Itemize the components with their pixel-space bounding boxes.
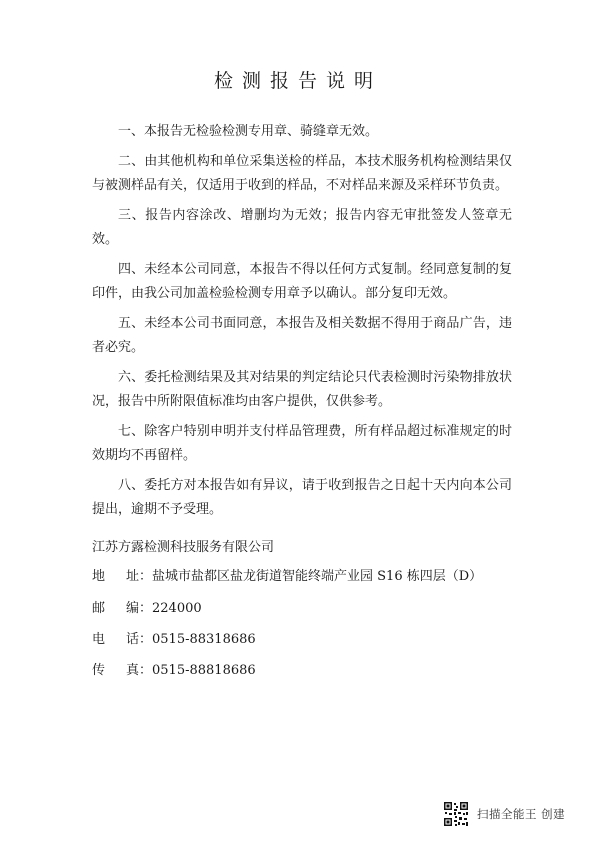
clause-item: 三、报告内容涂改、增删均为无效；报告内容无审批签发人签章无效。 xyxy=(92,208,512,247)
postcode-value: 224000 xyxy=(152,601,202,616)
postcode-label-second: 编： xyxy=(126,601,153,616)
scanner-watermark xyxy=(443,800,565,828)
fax-label-second: 真： xyxy=(126,663,153,678)
watermark-text: 扫描全能王 创建 xyxy=(477,807,566,821)
address-row xyxy=(92,565,532,584)
company-name: 江苏方露检测科技服务有限公司 xyxy=(92,540,275,555)
telephone-value: 0515-88318686 xyxy=(152,632,256,647)
clause-item: 八、委托方对本报告如有异议，请于收到报告之日起十天内向本公司提出，逾期不予受理。 xyxy=(92,478,512,517)
clause-item: 七、除客户特别申明并支付样品管理费，所有样品超过标准规定的时效期均不再留样。 xyxy=(92,424,512,463)
address-label-first: 地 xyxy=(92,569,106,584)
qr-code-icon xyxy=(443,801,469,827)
fax-value: 0515-88818686 xyxy=(152,663,256,678)
address-value: 盐城市盐都区盐龙街道智能终端产业园 S16 栋四层（D） xyxy=(152,569,483,584)
clause-item: 一、本报告无检验检测专用章、骑缝章无效。 xyxy=(118,124,379,139)
fax-label-first: 传 xyxy=(92,663,106,678)
telephone-label-second: 话： xyxy=(126,632,153,647)
clause-item: 二、由其他机构和单位采集送检的样品，本技术服务机构检测结果仅与被测样品有关，仅适用于收到的样品，不对样品来源及采样环节负责。 xyxy=(92,154,512,193)
clause-item: 四、未经本公司同意，本报告不得以任何方式复制。经同意复制的复印件，由我公司加盖检验检测专用章予以确认。部分复印无效。 xyxy=(92,262,512,301)
clause-list xyxy=(92,120,512,528)
telephone-label-first: 电 xyxy=(92,632,106,647)
document-title: 检测报告说明 xyxy=(213,70,382,92)
postcode-label-first: 邮 xyxy=(92,601,106,616)
address-label-second: 址： xyxy=(126,569,153,584)
telephone-row xyxy=(92,628,532,647)
clause-item: 六、委托检测结果及其对结果的判定结论只代表检测时污染物排放状况，报告中所附限值标准均由客户提供，仅供参考。 xyxy=(92,370,512,409)
postcode-row xyxy=(92,597,532,616)
fax-row xyxy=(92,659,532,678)
clause-item: 五、未经本公司书面同意，本报告及相关数据不得用于商品广告，违者必究。 xyxy=(92,316,512,355)
